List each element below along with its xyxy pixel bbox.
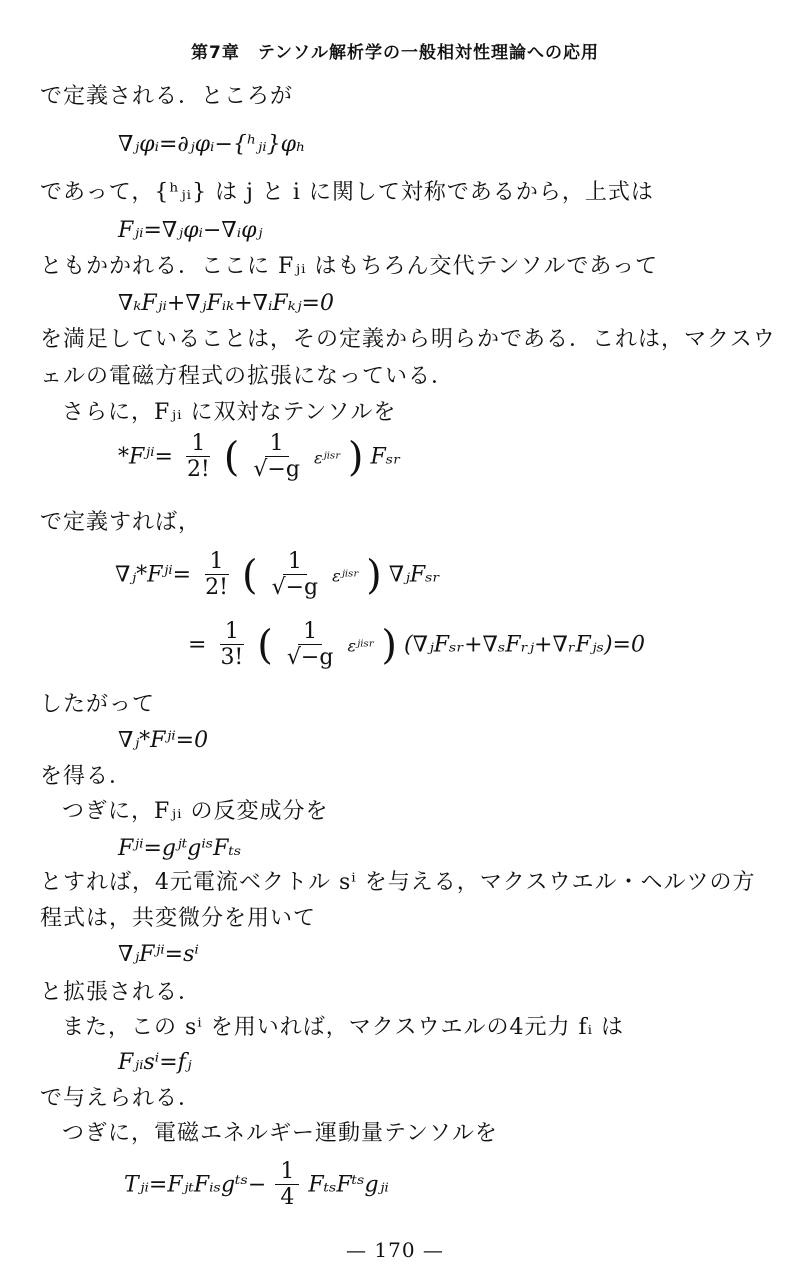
right-paren: ): [347, 434, 364, 481]
numerator: 1: [275, 1160, 299, 1185]
fraction: [275, 1160, 299, 1211]
numerator: 1: [220, 620, 244, 645]
eq-lhs: *Fʲⁱ=: [118, 444, 173, 470]
equation-cyclic-identity: ∇ₖFⱼᵢ+∇ⱼFᵢₖ+∇ᵢFₖⱼ=0: [118, 291, 334, 316]
text-line: を満足していることは，その定義から明らかである．これは，マクスウ: [40, 327, 776, 352]
denominator: √−g: [271, 575, 319, 600]
text-line: ェルの電磁方程式の拡張になっている．: [40, 364, 455, 389]
text-line: つぎに，Fⱼᵢ の反変成分を: [62, 799, 329, 824]
right-paren: ): [381, 622, 398, 669]
eq-lhs: Tⱼᵢ=FⱼₜFᵢₛgᵗˢ−: [124, 1172, 267, 1198]
denominator: 2!: [186, 457, 210, 482]
numerator: 1: [205, 550, 229, 575]
equation-four-force: Fⱼᵢsⁱ=fⱼ: [118, 1050, 192, 1075]
denominator: 2!: [205, 575, 228, 600]
equation-maxwell-current: ∇ⱼFʲⁱ=sⁱ: [118, 942, 199, 967]
text-line: を得る．: [40, 764, 133, 789]
text-line: さらに，Fⱼᵢ に双対なテンソルを: [62, 400, 397, 425]
equation-dual-divergence-expanded: [188, 620, 645, 671]
equation-field-tensor: Fⱼᵢ=∇ⱼφᵢ−∇ᵢφⱼ: [118, 218, 263, 243]
eq-lhs: =: [188, 632, 207, 658]
text-line: また，この sⁱ を用いれば，マクスウエルの4元力 fᵢ は: [62, 1015, 625, 1040]
epsilon-symbol: εʲⁱˢʳ: [313, 448, 341, 468]
numerator: 1: [298, 620, 322, 645]
eq-lhs: ∇ⱼ*Fʲⁱ=: [115, 562, 192, 588]
left-paren: (: [241, 552, 258, 599]
numerator: 1: [186, 432, 210, 457]
left-paren: (: [223, 434, 240, 481]
eq-rhs: (∇ⱼFₛᵣ+∇ₛFᵣⱼ+∇ᵣFⱼₛ)=0: [404, 632, 645, 658]
text-line: で定義される．ところが: [40, 84, 294, 109]
numerator: 1: [283, 550, 307, 575]
equation-dual-zero: ∇ⱼ*Fʲⁱ=0: [118, 728, 209, 753]
denominator: 3!: [220, 645, 244, 670]
equation-energy-momentum: [124, 1160, 389, 1211]
epsilon-symbol: εʲⁱˢʳ: [332, 566, 360, 586]
denominator: √−g: [253, 457, 300, 482]
equation-dual-tensor: [118, 432, 401, 483]
equation-covariant-derivative: ∇ⱼφᵢ=∂ⱼφᵢ−{ʰⱼᵢ}φₕ: [118, 132, 306, 157]
denominator: 4: [280, 1185, 295, 1210]
fraction: [200, 550, 233, 601]
text-line: ともかかれる．ここに Fⱼᵢ はもちろん交代テンソルであって: [40, 254, 659, 279]
text-line: とすれば，4元電流ベクトル sⁱ を与える，マクスウエル・ヘルツの方: [40, 870, 756, 895]
epsilon-symbol: εʲⁱˢʳ: [347, 636, 375, 656]
fraction: [248, 432, 305, 483]
numerator: 1: [265, 432, 289, 457]
text-line: したがって: [40, 692, 156, 717]
running-header: 第7章 テンソル解析学の一般相対性理論への応用: [191, 43, 599, 63]
text-line: であって，{ʰⱼᵢ} は j と i に関して対称であるから，上式は: [40, 180, 654, 205]
text-line: で与えられる．: [40, 1086, 202, 1111]
text-line: つぎに，電磁エネルギー運動量テンソルを: [62, 1121, 498, 1146]
text-line: 程式は，共変微分を用いて: [40, 906, 317, 931]
text-line: と拡張される．: [40, 980, 202, 1005]
eq-rhs: FₜₛFᵗˢgⱼᵢ: [308, 1172, 389, 1198]
page-number: — 170 —: [346, 1238, 444, 1262]
fraction: [267, 550, 324, 601]
fraction: [215, 620, 248, 671]
fraction: [182, 432, 215, 483]
text-line: で定義すれば，: [40, 510, 202, 535]
left-paren: (: [257, 622, 273, 669]
fraction: [282, 620, 339, 671]
eq-rhs: ∇ⱼFₛᵣ: [388, 562, 441, 588]
right-paren: ): [366, 552, 382, 599]
equation-dual-divergence: [115, 550, 440, 601]
denominator: √−g: [286, 645, 334, 670]
equation-contravariant: Fʲⁱ=gʲᵗgⁱˢFₜₛ: [118, 836, 242, 861]
eq-rhs: Fₛᵣ: [370, 444, 401, 470]
